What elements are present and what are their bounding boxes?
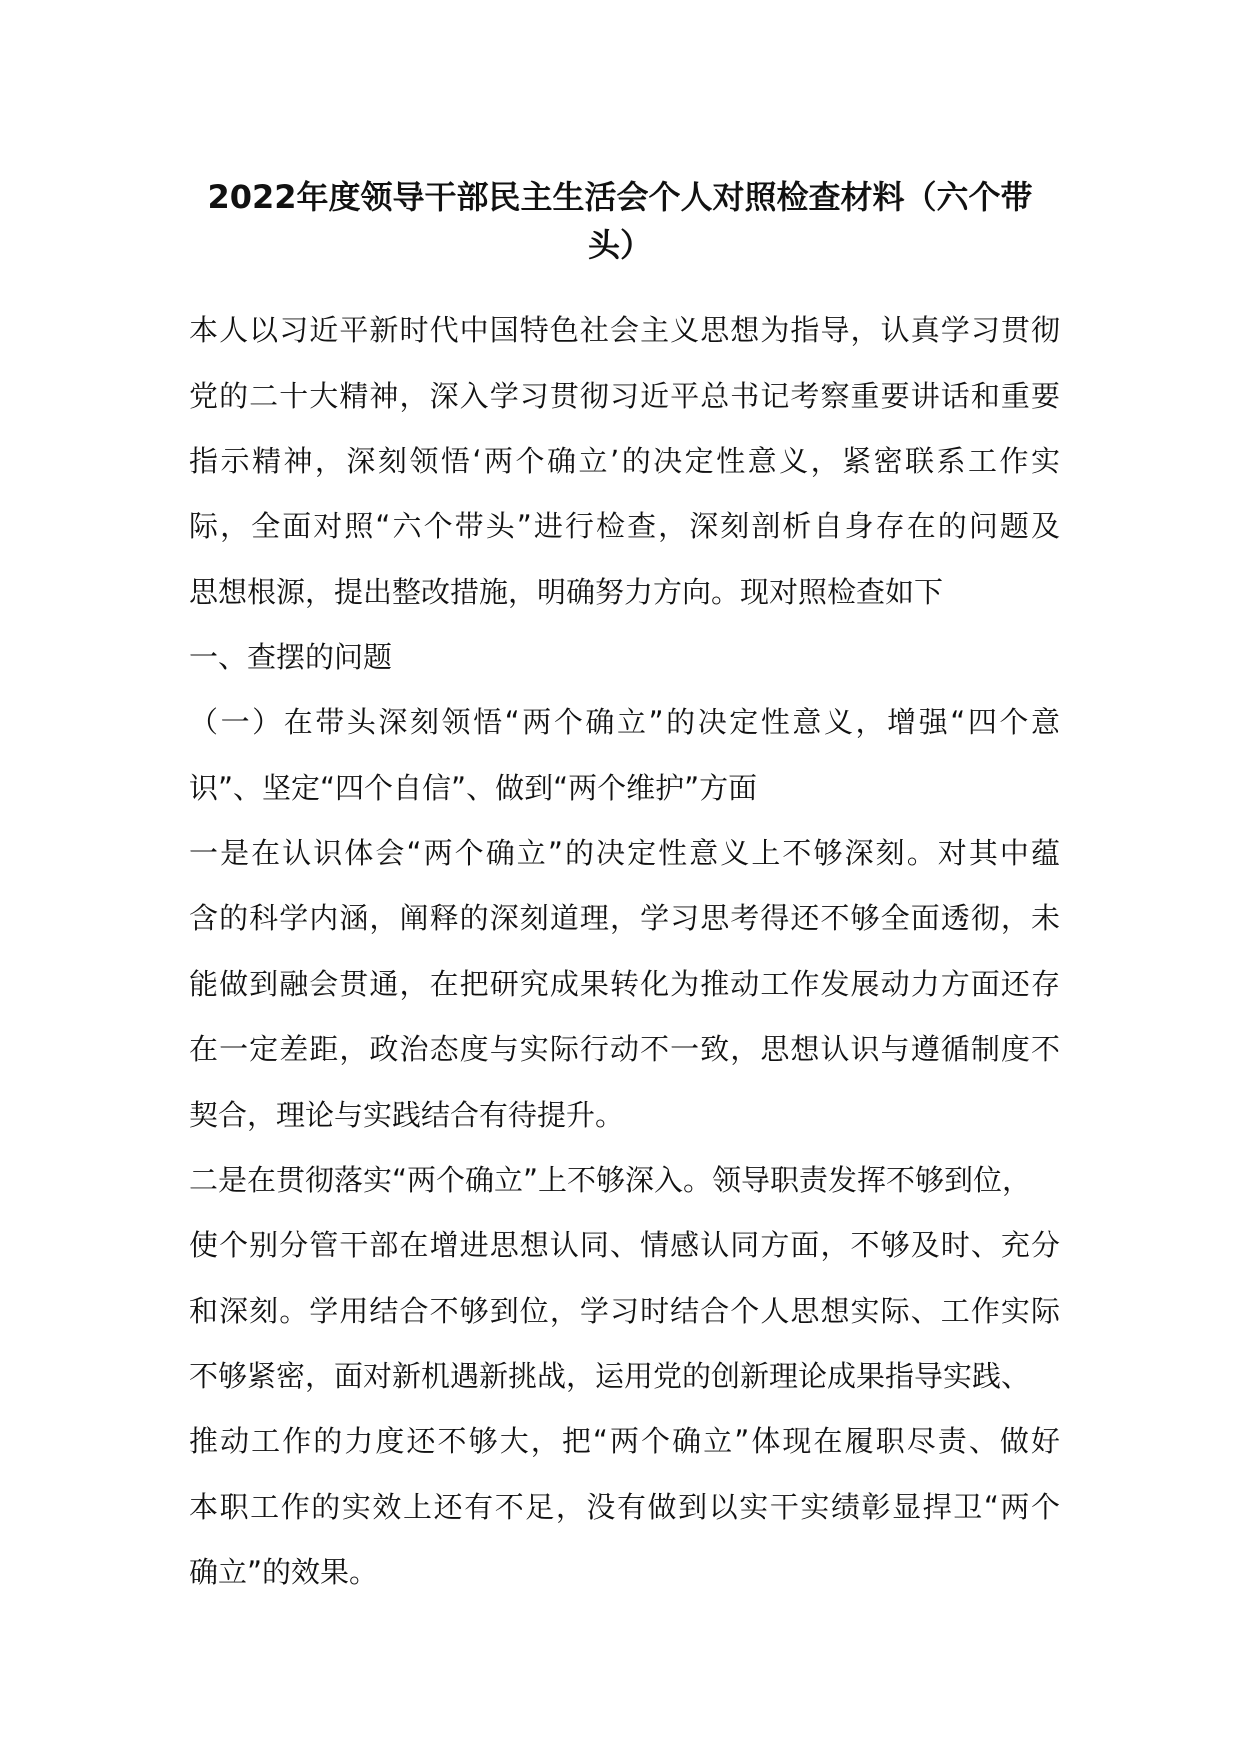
body-text-line: 二是在贯彻落实“两个确立”上不够深入。领导职责发挥不够到位， (189, 1163, 1032, 1197)
body-text-line: 能做到融会贯通，在把研究成果转化为推动工作发展动力方面还存 (189, 967, 1060, 1001)
body-text-line: 不够紧密，面对新机遇新挑战，运用党的创新理论成果指导实践、 (189, 1359, 1031, 1393)
body-text-line: 在一定差距，政治态度与实际行动不一致，思想认识与遵循制度不 (189, 1032, 1060, 1066)
body-text-line: 指示精神，深刻领悟‘两个确立’的决定性意义，紧密联系工作实 (189, 444, 1060, 478)
body-text-line: 党的二十大精神，深入学习贯彻习近平总书记考察重要讲话和重要 (189, 379, 1060, 413)
body-text-line: 确立”的效果。 (189, 1555, 379, 1589)
body-text-line: 一、查摆的问题 (189, 640, 393, 674)
document-title-line-2: 头） (587, 226, 652, 264)
body-text-line: 本人以习近平新时代中国特色社会主义思想为指导，认真学习贯彻 (189, 313, 1060, 347)
body-text-line: 含的科学内涵，阐释的深刻道理，学习思考得还不够全面透彻，未 (189, 901, 1060, 935)
body-text-line: 一是在认识体会“两个确立”的决定性意义上不够深刻。对其中蕴 (189, 836, 1060, 870)
body-text-line: 识”、坚定“四个自信”、做到“两个维护”方面 (189, 771, 758, 805)
body-text-line: 思想根源，提出整改措施，明确努力方向。现对照检查如下 (189, 575, 944, 609)
body-text-line: 契合，理论与实践结合有待提升。 (189, 1098, 625, 1132)
body-text-line: 本职工作的实效上还有不足，没有做到以实干实绩彰显捍卫“两个 (189, 1490, 1060, 1524)
body-text-line: （一）在带头深刻领悟“两个确立”的决定性意义，增强“四个意 (189, 705, 1060, 739)
body-text-line: 际，全面对照“六个带头”进行检查，深刻剖析自身存在的问题及 (189, 509, 1060, 543)
body-text-line: 使个别分管干部在增进思想认同、情感认同方面，不够及时、充分 (189, 1228, 1060, 1262)
body-text-line: 和深刻。学用结合不够到位，学习时结合个人思想实际、工作实际 (189, 1294, 1060, 1328)
document-title-line-1: 2022年度领导干部民主生活会个人对照检查材料（六个带 (207, 178, 1033, 216)
body-text-line: 推动工作的力度还不够大，把“两个确立”体现在履职尽责、做好 (189, 1424, 1060, 1458)
